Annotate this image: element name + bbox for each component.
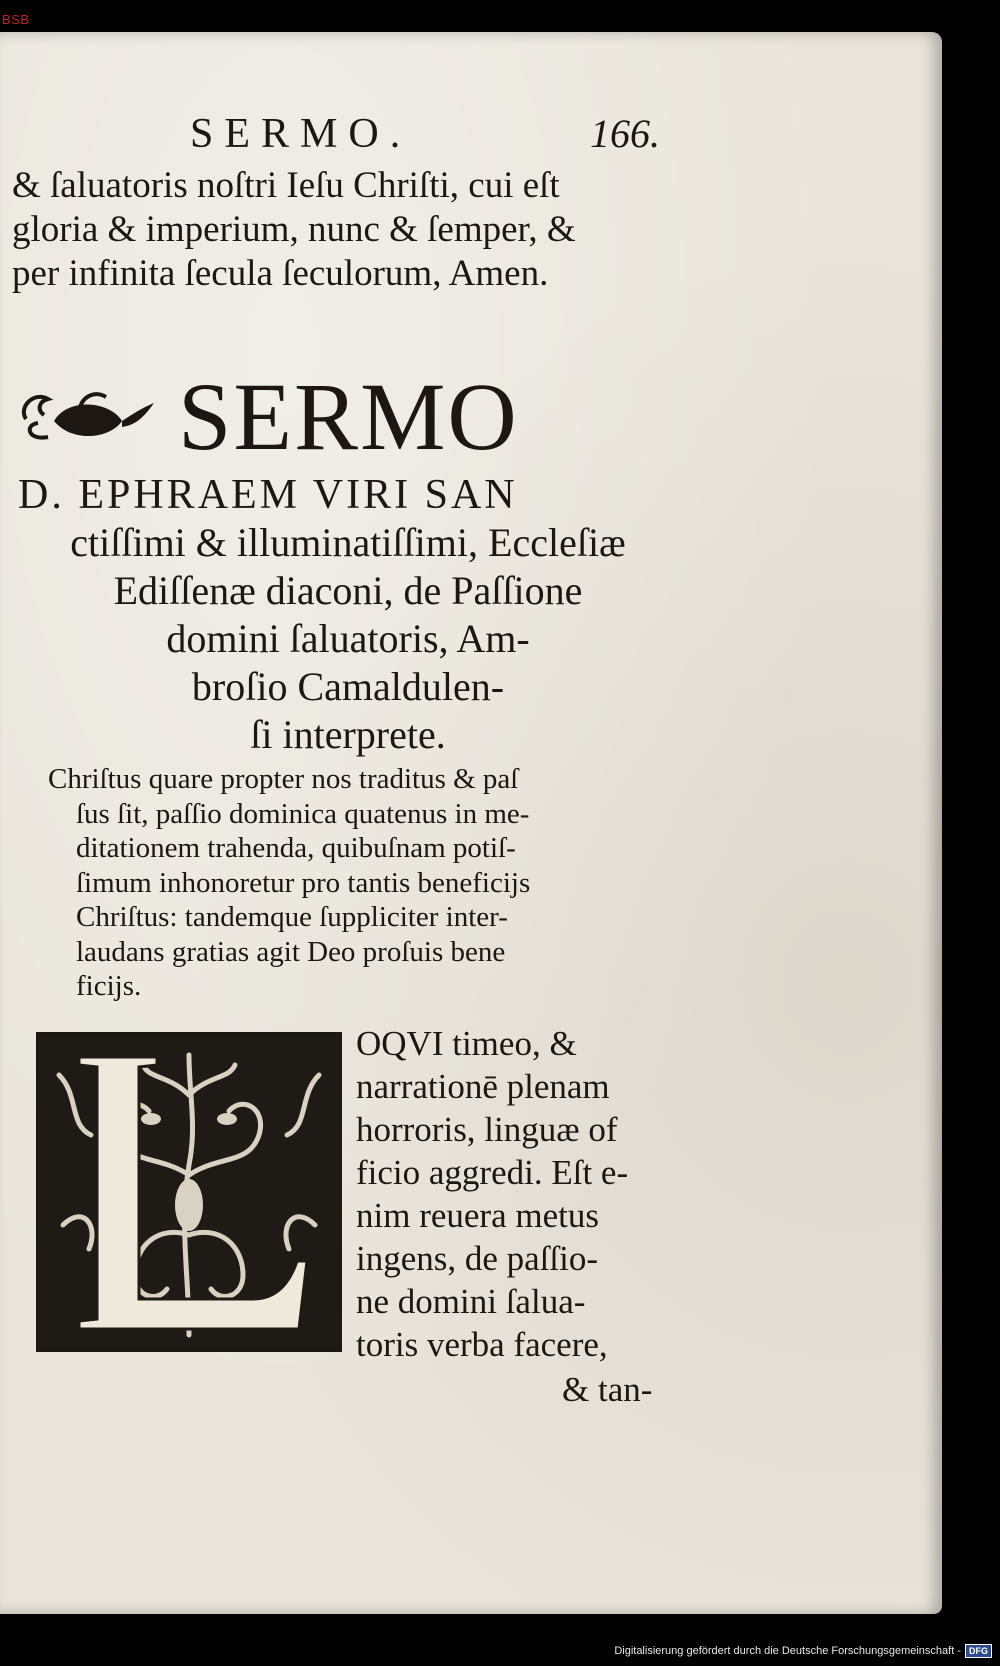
text-line: nim reuera metus [356, 1196, 599, 1235]
text-line: OQVI timeo, & [356, 1024, 577, 1063]
text-line: ingens, de paſſio- [356, 1239, 599, 1278]
text-line: per infinita ſecula ſeculorum, Amen. [12, 253, 549, 294]
decorated-initial [36, 1032, 342, 1352]
carryover-text [12, 164, 672, 296]
text-line: laudans gratias agit Deo proſuis bene [76, 935, 506, 968]
text-line: narrationē plenam [356, 1067, 610, 1106]
text-line: Chriſtus quare propter nos traditus & paſ [48, 763, 519, 795]
subtitle-line: ctiſſimi & illuminatiſſimi, Eccleſiæ [70, 520, 626, 565]
text-line: ſimum inhonoretur pro tantis beneficijs [76, 866, 531, 899]
book-page [0, 32, 942, 1614]
text-line: ditationem trahenda, quibuſnam potiſ- [76, 832, 516, 864]
decorated-initial-letter-l [39, 1035, 339, 1349]
running-head [190, 110, 660, 170]
text-line: ficijs. [76, 970, 142, 1002]
text-line: gloria & imperium, nunc & ſemper, & [12, 209, 576, 250]
text-line: ſus ſit, paſſio dominica quatenus in me- [76, 797, 530, 830]
text-line: ne domini ſalua- [356, 1282, 586, 1321]
text-line: ficio aggredi. Eſt e- [356, 1153, 629, 1192]
running-title: SERMO. [190, 111, 412, 157]
subtitle-line: broſio Camaldulen- [191, 664, 505, 709]
text-line: Chriſtus: tandemque ſuppliciter inter- [76, 901, 508, 933]
fleuron-ornament [18, 377, 158, 457]
sermon-heading [18, 362, 678, 760]
catchword: & tan- [562, 1370, 653, 1409]
library-mark: BSB [2, 12, 30, 27]
digitization-credit [614, 1644, 992, 1658]
text-line: horroris, linguæ of [356, 1110, 618, 1149]
page-number: 166. [590, 111, 660, 156]
subtitle-line: ſi interprete. [250, 712, 446, 757]
subtitle-line: Ediſſenæ diaconi, de Paſſione [113, 568, 583, 613]
argument-summary [48, 762, 668, 1004]
text-line: toris verba facere, [356, 1325, 608, 1364]
credit-text: Digitalisierung gefördert durch die Deutsche Forschungsgemeinschaft - [614, 1645, 961, 1657]
body-text [356, 1022, 676, 1366]
text-line: & ſaluatoris noſtri Ieſu Chriſti, cui eſt [12, 165, 560, 206]
sermon-title: SERMO [178, 363, 519, 470]
subtitle-line: domini ſaluatoris, Am- [166, 616, 530, 661]
subtitle-line: D. EPHRAEM VIRI SAN [18, 472, 518, 518]
dfg-logo: DFG [965, 1644, 992, 1658]
